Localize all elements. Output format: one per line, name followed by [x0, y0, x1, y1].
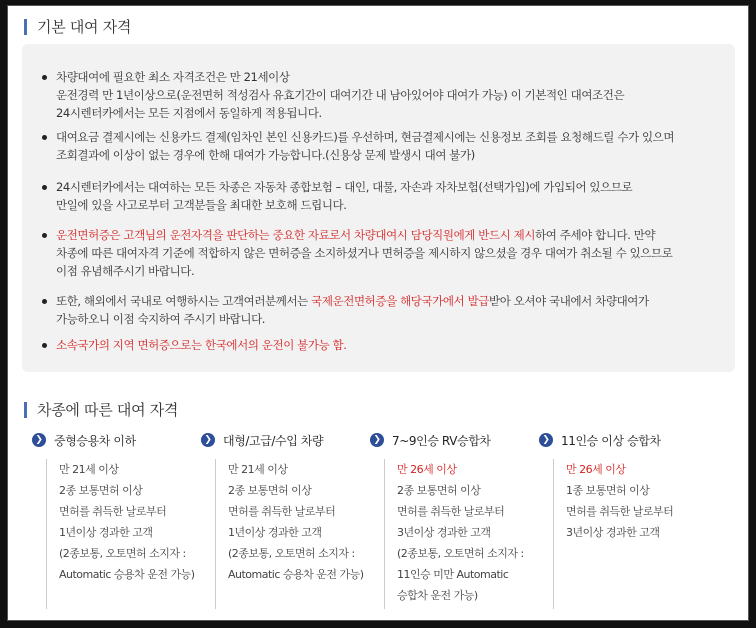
bullet-item: [42, 336, 722, 354]
vehicle-class-column: [370, 431, 530, 602]
vehicle-class-column: [539, 431, 699, 539]
column-heading: [370, 431, 530, 449]
requirement-line: 1년이상 경과한 고객: [59, 526, 153, 539]
bullet-item: [42, 128, 722, 164]
basic-requirements-panel: [22, 44, 735, 372]
requirement-line: 3년이상 경과한 고객: [566, 526, 660, 539]
bullet-line: 하여 주세야 합니다. 만약: [535, 228, 656, 242]
bullet-item: [42, 68, 722, 122]
section-bar-icon: [24, 402, 27, 418]
bullet-line: 가능하오니 이점 숙지하여 주시기 바랍니다.: [56, 312, 266, 326]
requirement-line: 승합차 운전 가능): [397, 589, 478, 602]
column-body: [46, 459, 209, 609]
bullet-line: 조회결과에 이상이 없는 경우에 한해 대여가 가능합니다.(신용상 문제 발생시 대여 불가): [56, 148, 475, 162]
column-body: [215, 459, 378, 609]
bullet-line: 만일에 있을 사고로부터 고객분들을 최대한 보호해 드립니다.: [56, 198, 347, 212]
bullet-dot-icon: [42, 135, 47, 140]
bullet-dot-icon: [42, 343, 47, 348]
column-heading-text: 7~9인승 RV승합차: [392, 433, 491, 448]
column-heading-text: 대형/고급/수입 차량: [223, 433, 324, 448]
section-title-basic: [24, 16, 131, 37]
requirement-line: (2종보통, 오토면허 소지자 :: [397, 547, 524, 560]
bullet-item: [42, 226, 722, 280]
requirement-line: 3년이상 경과한 고객: [397, 526, 491, 539]
requirement-line: 면허를 취득한 날로부터: [59, 505, 167, 518]
bullet-line: 받아 오셔야 국내에서 차량대여가: [489, 294, 649, 308]
age-requirement-highlight: 만 26세 이상: [397, 463, 457, 476]
requirement-line: 면허를 취득한 날로부터: [566, 505, 674, 518]
document-frame: [7, 5, 749, 621]
bullet-item: [42, 292, 722, 328]
requirement-line: 2종 보통면허 이상: [59, 484, 143, 497]
requirement-line: 면허를 취득한 날로부터: [228, 505, 336, 518]
bullet-dot-icon: [42, 299, 47, 304]
vehicle-class-column: [201, 431, 364, 581]
column-body: [553, 459, 716, 609]
column-heading-text: 11인승 이상 승합차: [561, 433, 661, 448]
chevron-right-circle-icon: ❯: [539, 433, 553, 447]
requirement-line: Automatic 승용차 운전 가능): [228, 568, 364, 581]
requirement-line: 면허를 취득한 날로부터: [397, 505, 505, 518]
bullet-line: 차종에 따른 대여자격 기준에 적합하지 않은 면허증을 소지하셨거나 면허증을 제시하지 않으셨을 경우 대여가 취소될 수 있으므로: [56, 246, 673, 260]
requirement-line: 1년이상 경과한 고객: [228, 526, 322, 539]
bullet-red-text: 운전면허증은 고객님의 운전자격을 판단하는 중요한 자료로서 차량대여시 담당직원에게 반드시 제시: [56, 228, 536, 242]
bullet-dot-icon: [42, 75, 47, 80]
chevron-right-circle-icon: ❯: [201, 433, 215, 447]
bullet-dot-icon: [42, 185, 47, 190]
section-bar-icon: [24, 19, 27, 35]
requirement-line: (2종보통, 오토면허 소지자 :: [228, 547, 355, 560]
bullet-line: 또한, 해외에서 국내로 여행하시는 고객여러분께서는: [56, 294, 312, 308]
bullet-red-text: 소속국가의 지역 면허증으로는 한국에서의 운전이 불가능 함.: [56, 338, 347, 352]
requirement-line: 2종 보통면허 이상: [228, 484, 312, 497]
section-title-by-type-text: 차종에 따른 대여 자격: [37, 401, 179, 419]
requirement-line: 1종 보통면허 이상: [566, 484, 650, 497]
column-body: [384, 459, 547, 609]
bullet-dot-icon: [42, 233, 47, 238]
age-requirement-highlight: 만 26세 이상: [566, 463, 626, 476]
chevron-right-circle-icon: ❯: [32, 433, 46, 447]
column-heading-text: 중형승용차 이하: [54, 433, 136, 448]
bullet-red-text: 국제운전면허증을 해당국가에서 발급: [311, 294, 489, 308]
bullet-line: 운전경력 만 1년이상으로(운전면허 적성검사 유효기간이 대여기간 내 남아있어야 대여가 가능) 이 기본적인 대여조건은: [56, 88, 625, 102]
requirement-line: 2종 보통면허 이상: [397, 484, 481, 497]
bullet-line: 이점 유념해주시기 바랍니다.: [56, 264, 195, 278]
requirement-line: 11인승 미만 Automatic: [397, 568, 509, 581]
bullet-item: [42, 178, 722, 214]
requirement-line: (2종보통, 오토면허 소지자 :: [59, 547, 186, 560]
bullet-line: 24시렌터카에서는 대여하는 모든 차종은 자동차 종합보험 – 대인, 대물, 자손과 자차보험(선택가입)에 가입되어 있으므로: [56, 180, 633, 194]
requirement-line: 만 21세 이상: [228, 463, 288, 476]
bullet-line: 대여요금 결제시에는 신용카드 결제(임차인 본인 신용카드)를 우선하며, 현금결제시에는 신용정보 조회를 요청해드릴 수가 있으며: [56, 130, 675, 144]
requirement-line: 만 21세 이상: [59, 463, 119, 476]
chevron-right-circle-icon: ❯: [370, 433, 384, 447]
column-heading: [32, 431, 192, 449]
column-heading: [201, 431, 361, 449]
column-heading: [539, 431, 699, 449]
section-title-basic-text: 기본 대여 자격: [37, 18, 132, 36]
vehicle-class-column: [32, 431, 195, 581]
requirement-line: Automatic 승용차 운전 가능): [59, 568, 195, 581]
bullet-line: 차량대여에 필요한 최소 자격조건은 만 21세이상: [56, 70, 290, 84]
bullet-line: 24시렌터카에서는 모든 지점에서 동일하게 적용됩니다.: [56, 106, 322, 120]
section-title-by-type: [24, 399, 178, 420]
